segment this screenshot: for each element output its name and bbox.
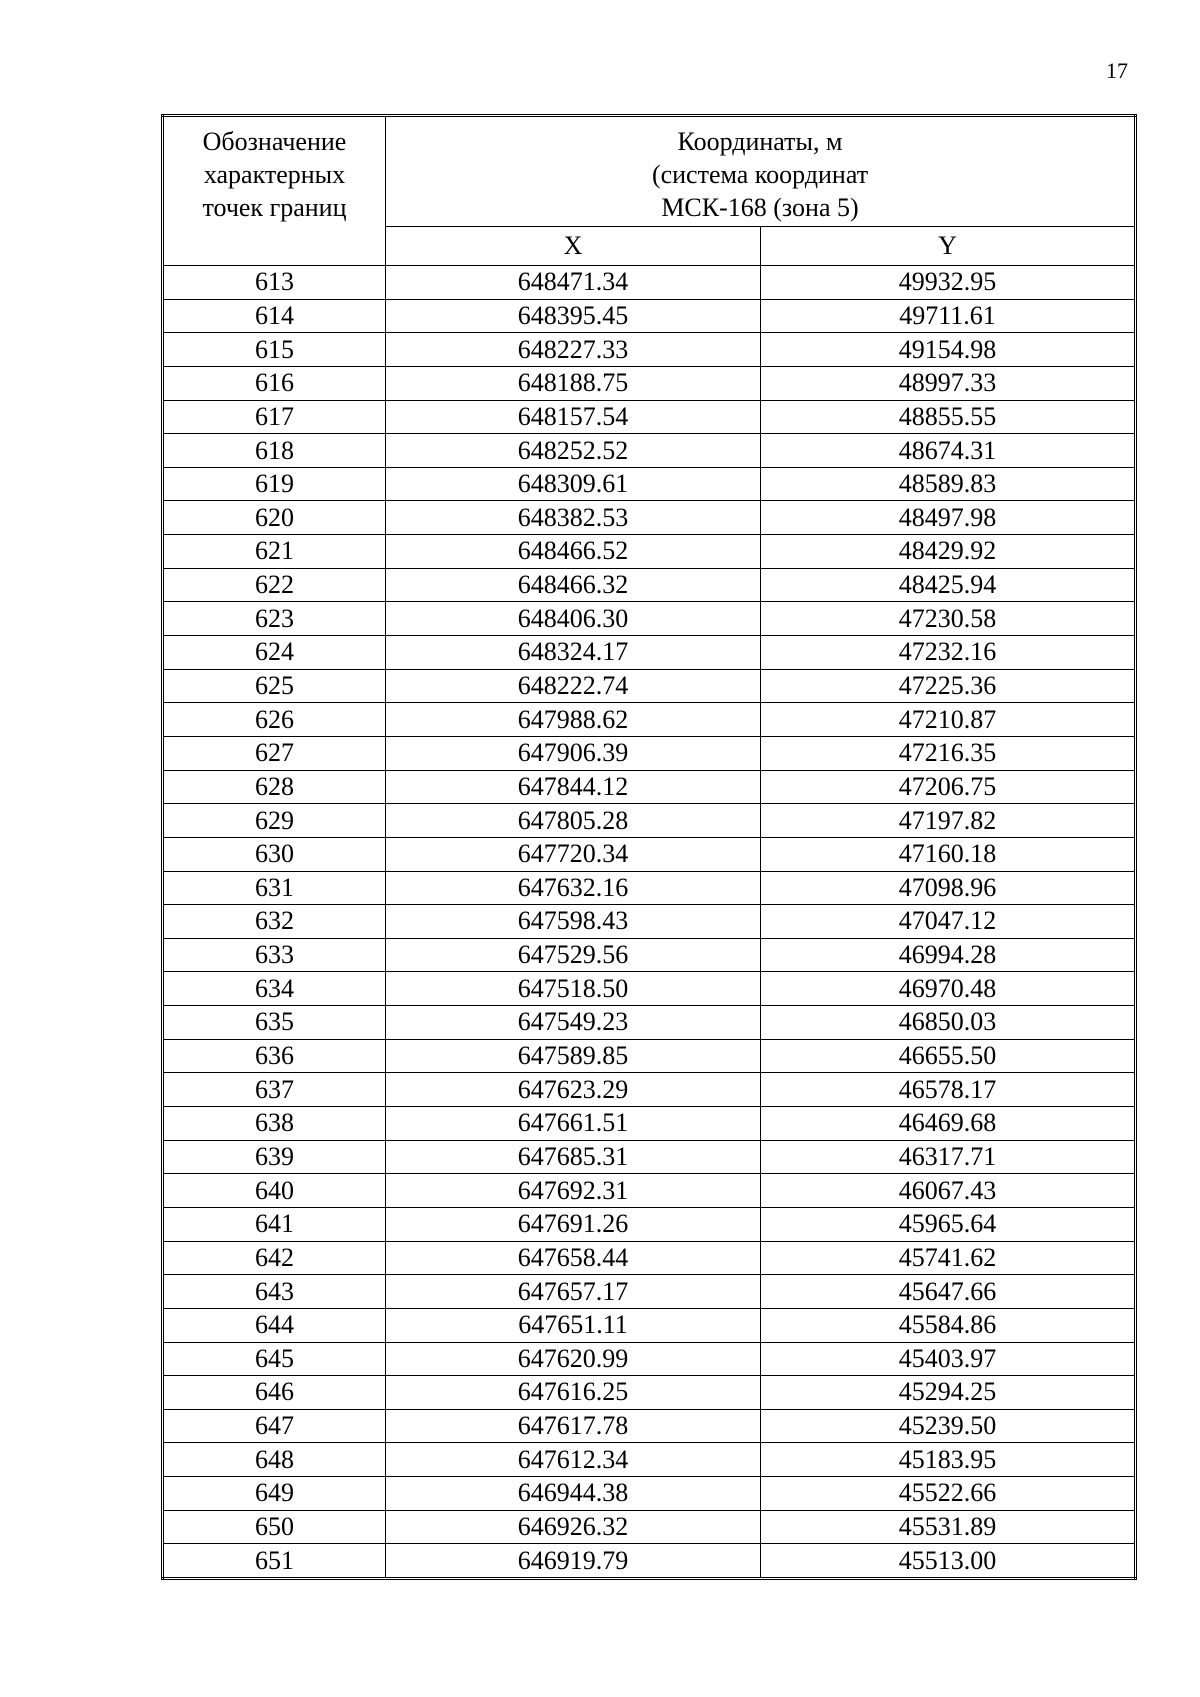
- coords-header-line-1: Координаты, м: [677, 127, 843, 156]
- y-coordinate-cell: 49932.95: [761, 266, 1136, 300]
- table-row: [163, 1241, 1136, 1275]
- point-id-cell: 619: [163, 467, 386, 501]
- y-coordinate-cell: 45531.89: [761, 1510, 1136, 1544]
- x-coordinate-cell: 647720.34: [386, 837, 761, 871]
- table-row: [163, 669, 1136, 703]
- point-id-cell: 615: [163, 333, 386, 367]
- table-row: [163, 736, 1136, 770]
- x-coordinate-cell: 648309.61: [386, 467, 761, 501]
- point-designation-header: [163, 116, 386, 266]
- y-coordinate-cell: 45647.66: [761, 1275, 1136, 1309]
- y-coordinate-cell: 47232.16: [761, 636, 1136, 670]
- x-coordinate-cell: 648395.45: [386, 299, 761, 333]
- y-coordinate-cell: 46970.48: [761, 972, 1136, 1006]
- point-id-cell: 624: [163, 636, 386, 670]
- x-coordinate-cell: 648382.53: [386, 501, 761, 535]
- table-row: [163, 972, 1136, 1006]
- x-coordinate-cell: 647657.17: [386, 1275, 761, 1309]
- table-row: [163, 602, 1136, 636]
- point-id-cell: 630: [163, 837, 386, 871]
- x-coordinate-cell: 647518.50: [386, 972, 761, 1006]
- y-coordinate-cell: 45294.25: [761, 1376, 1136, 1410]
- point-id-cell: 618: [163, 434, 386, 468]
- table-row: [163, 1409, 1136, 1443]
- table-row: [163, 1140, 1136, 1174]
- point-id-cell: 641: [163, 1207, 386, 1241]
- table-row: [163, 366, 1136, 400]
- x-coordinate-cell: 648188.75: [386, 366, 761, 400]
- x-coordinate-cell: 647906.39: [386, 736, 761, 770]
- y-coordinate-cell: 49154.98: [761, 333, 1136, 367]
- y-column-header: Y: [761, 227, 1136, 266]
- point-id-cell: 645: [163, 1342, 386, 1376]
- point-id-cell: 613: [163, 266, 386, 300]
- table-row: [163, 1006, 1136, 1040]
- point-id-cell: 640: [163, 1174, 386, 1208]
- point-id-cell: 616: [163, 366, 386, 400]
- x-coordinate-cell: 648406.30: [386, 602, 761, 636]
- table-row: [163, 770, 1136, 804]
- table-row: [163, 467, 1136, 501]
- y-coordinate-cell: 46994.28: [761, 938, 1136, 972]
- coordinates-header: [386, 116, 1136, 227]
- table-row: [163, 1073, 1136, 1107]
- y-coordinate-cell: 48425.94: [761, 568, 1136, 602]
- x-coordinate-cell: 646944.38: [386, 1477, 761, 1511]
- x-coordinate-cell: 647805.28: [386, 804, 761, 838]
- y-coordinate-cell: 45183.95: [761, 1443, 1136, 1477]
- y-coordinate-cell: 45522.66: [761, 1477, 1136, 1511]
- y-coordinate-cell: 47197.82: [761, 804, 1136, 838]
- point-id-cell: 614: [163, 299, 386, 333]
- point-id-cell: 622: [163, 568, 386, 602]
- y-coordinate-cell: 45965.64: [761, 1207, 1136, 1241]
- table-row: [163, 1443, 1136, 1477]
- point-id-cell: 617: [163, 400, 386, 434]
- table-row: [163, 1275, 1136, 1309]
- point-id-cell: 637: [163, 1073, 386, 1107]
- x-coordinate-cell: 648466.52: [386, 535, 761, 569]
- table-row: [163, 905, 1136, 939]
- table-row: [163, 299, 1136, 333]
- x-coordinate-cell: 646919.79: [386, 1544, 761, 1579]
- point-id-cell: 627: [163, 736, 386, 770]
- point-id-cell: 647: [163, 1409, 386, 1443]
- y-coordinate-cell: 47225.36: [761, 669, 1136, 703]
- x-coordinate-cell: 648324.17: [386, 636, 761, 670]
- point-id-cell: 650: [163, 1510, 386, 1544]
- point-id-cell: 620: [163, 501, 386, 535]
- point-id-cell: 635: [163, 1006, 386, 1040]
- x-coordinate-cell: 648227.33: [386, 333, 761, 367]
- y-coordinate-cell: 46067.43: [761, 1174, 1136, 1208]
- y-coordinate-cell: 47216.35: [761, 736, 1136, 770]
- x-coordinate-cell: 648222.74: [386, 669, 761, 703]
- y-coordinate-cell: 46469.68: [761, 1107, 1136, 1141]
- point-id-cell: 649: [163, 1477, 386, 1511]
- x-coordinate-cell: 648157.54: [386, 400, 761, 434]
- y-coordinate-cell: 45403.97: [761, 1342, 1136, 1376]
- x-coordinate-cell: 647616.25: [386, 1376, 761, 1410]
- table-row: [163, 1039, 1136, 1073]
- table-row: [163, 938, 1136, 972]
- x-coordinate-cell: 648252.52: [386, 434, 761, 468]
- table-row: [163, 1207, 1136, 1241]
- x-coordinate-cell: 647691.26: [386, 1207, 761, 1241]
- x-coordinate-cell: 647612.34: [386, 1443, 761, 1477]
- table-row: [163, 400, 1136, 434]
- y-coordinate-cell: 45584.86: [761, 1308, 1136, 1342]
- table-row: [163, 568, 1136, 602]
- x-coordinate-cell: 647549.23: [386, 1006, 761, 1040]
- x-coordinate-cell: 647617.78: [386, 1409, 761, 1443]
- table-row: [163, 703, 1136, 737]
- table-row: [163, 333, 1136, 367]
- x-coordinate-cell: 647844.12: [386, 770, 761, 804]
- x-coordinate-cell: 648466.32: [386, 568, 761, 602]
- y-coordinate-cell: 47230.58: [761, 602, 1136, 636]
- table-row: [163, 1510, 1136, 1544]
- y-coordinate-cell: 48997.33: [761, 366, 1136, 400]
- y-coordinate-cell: 49711.61: [761, 299, 1136, 333]
- coords-header-line-3: МСК-168 (зона 5): [661, 193, 859, 222]
- x-coordinate-cell: 647620.99: [386, 1342, 761, 1376]
- y-coordinate-cell: 47160.18: [761, 837, 1136, 871]
- point-id-cell: 648: [163, 1443, 386, 1477]
- table-row: [163, 1308, 1136, 1342]
- header-row-top: [163, 116, 1136, 227]
- point-id-cell: 639: [163, 1140, 386, 1174]
- y-coordinate-cell: 47210.87: [761, 703, 1136, 737]
- x-coordinate-cell: 646926.32: [386, 1510, 761, 1544]
- x-coordinate-cell: 647658.44: [386, 1241, 761, 1275]
- point-id-cell: 634: [163, 972, 386, 1006]
- y-coordinate-cell: 48589.83: [761, 467, 1136, 501]
- x-coordinate-cell: 647632.16: [386, 871, 761, 905]
- point-id-cell: 631: [163, 871, 386, 905]
- y-coordinate-cell: 46578.17: [761, 1073, 1136, 1107]
- point-id-cell: 621: [163, 535, 386, 569]
- y-coordinate-cell: 45239.50: [761, 1409, 1136, 1443]
- point-id-cell: 642: [163, 1241, 386, 1275]
- table-row: [163, 1342, 1136, 1376]
- table-row: [163, 871, 1136, 905]
- table-row: [163, 1174, 1136, 1208]
- x-coordinate-cell: 648471.34: [386, 266, 761, 300]
- point-id-cell: 629: [163, 804, 386, 838]
- y-coordinate-cell: 47047.12: [761, 905, 1136, 939]
- x-coordinate-cell: 647589.85: [386, 1039, 761, 1073]
- y-coordinate-cell: 48855.55: [761, 400, 1136, 434]
- point-id-cell: 625: [163, 669, 386, 703]
- y-coordinate-cell: 46317.71: [761, 1140, 1136, 1174]
- y-coordinate-cell: 47206.75: [761, 770, 1136, 804]
- point-id-cell: 644: [163, 1308, 386, 1342]
- x-coordinate-cell: 647661.51: [386, 1107, 761, 1141]
- point-id-cell: 628: [163, 770, 386, 804]
- table-row: [163, 837, 1136, 871]
- point-id-cell: 646: [163, 1376, 386, 1410]
- x-column-header: X: [386, 227, 761, 266]
- table-body: [163, 266, 1136, 1579]
- table-row: [163, 1477, 1136, 1511]
- point-id-cell: 626: [163, 703, 386, 737]
- point-id-cell: 638: [163, 1107, 386, 1141]
- coords-header-line-2: (система координат: [651, 160, 869, 189]
- x-coordinate-cell: 647685.31: [386, 1140, 761, 1174]
- x-coordinate-cell: 647623.29: [386, 1073, 761, 1107]
- point-id-cell: 636: [163, 1039, 386, 1073]
- point-header-line-2: характерных: [203, 160, 346, 189]
- y-coordinate-cell: 45741.62: [761, 1241, 1136, 1275]
- table-row: [163, 501, 1136, 535]
- point-id-cell: 651: [163, 1544, 386, 1579]
- point-header-line-3: точек границ: [202, 193, 347, 222]
- table-row: [163, 1107, 1136, 1141]
- y-coordinate-cell: 45513.00: [761, 1544, 1136, 1579]
- point-id-cell: 623: [163, 602, 386, 636]
- y-coordinate-cell: 46850.03: [761, 1006, 1136, 1040]
- point-id-cell: 643: [163, 1275, 386, 1309]
- point-id-cell: 633: [163, 938, 386, 972]
- table-row: [163, 804, 1136, 838]
- x-coordinate-cell: 647529.56: [386, 938, 761, 972]
- y-coordinate-cell: 47098.96: [761, 871, 1136, 905]
- table-row: [163, 266, 1136, 300]
- y-coordinate-cell: 48674.31: [761, 434, 1136, 468]
- x-coordinate-cell: 647692.31: [386, 1174, 761, 1208]
- table-row: [163, 1376, 1136, 1410]
- x-coordinate-cell: 647988.62: [386, 703, 761, 737]
- y-coordinate-cell: 48497.98: [761, 501, 1136, 535]
- table-header: [163, 116, 1136, 266]
- coordinates-table: [161, 114, 1137, 1580]
- point-header-line-1: Обозначение: [202, 127, 347, 156]
- y-coordinate-cell: 48429.92: [761, 535, 1136, 569]
- table-row: [163, 1544, 1136, 1579]
- table-row: [163, 535, 1136, 569]
- point-id-cell: 632: [163, 905, 386, 939]
- x-coordinate-cell: 647598.43: [386, 905, 761, 939]
- table-row: [163, 434, 1136, 468]
- page-number: 17: [1106, 58, 1128, 83]
- y-coordinate-cell: 46655.50: [761, 1039, 1136, 1073]
- table-row: [163, 636, 1136, 670]
- x-coordinate-cell: 647651.11: [386, 1308, 761, 1342]
